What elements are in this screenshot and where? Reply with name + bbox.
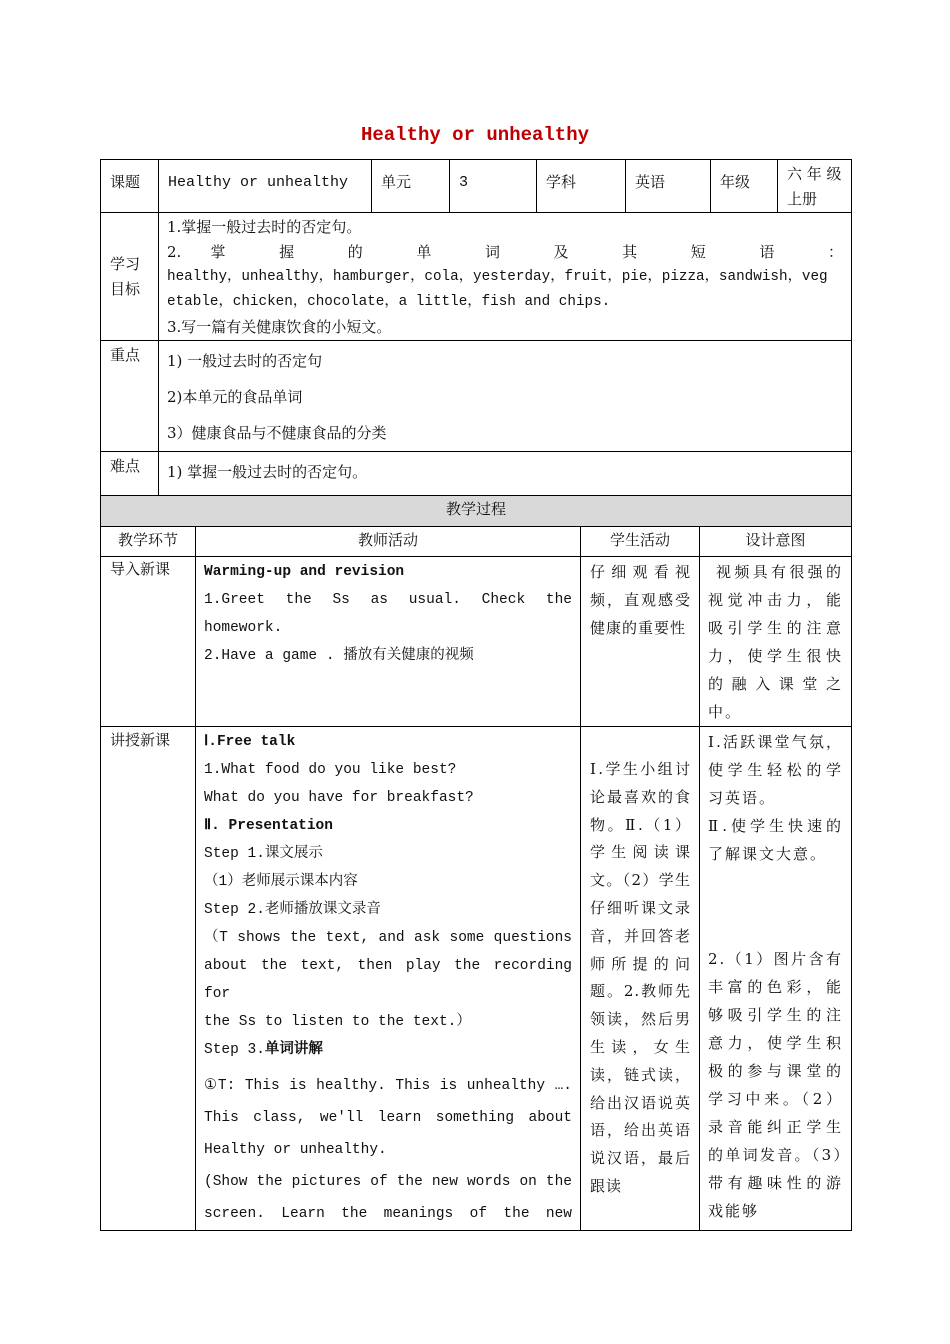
key-points-label-cell: 重点 [101, 341, 159, 452]
subject-value-cell: 英语 [626, 160, 711, 213]
teacher-cell-intro: Warming-up and revision 1.Greet the Ss as usual. Check the homework. 2.Have a game . 播放有关健康的视频 [196, 557, 581, 727]
student-cell-new: Ⅰ.学生小组讨论最喜欢的食物。Ⅱ.（1）学生阅读课文。（2）学生仔细听课文录音，并回答老师所提的问题。2.教师先领读，然后男生读，女生读，链式读，给出汉语说英语，给出英语说汉语，最后跟读 [581, 727, 700, 1231]
topic-label-cell: 课题 [101, 160, 159, 213]
difficulties-label-cell: 难点 [101, 452, 159, 527]
process-heading-cell: 教学过程 [101, 496, 852, 527]
student-cell-intro: 仔细观看视频，直观感受健康的重要性 [581, 557, 700, 727]
col-design-header: 设计意图 [700, 527, 852, 557]
design-cell-new: Ⅰ.活跃课堂气氛，使学生轻松的学习英语。 Ⅱ.使学生快速的了解课文大意。 2.（1）图片含有丰富的色彩，能够吸引学生的注意力，使学生积极的参与课堂的学习中来。（2）录音能纠正学生的单词发音。（3）带有趣味性的游戏能够 [700, 727, 852, 1231]
unit-value-cell: 3 [450, 160, 537, 213]
grade-value-cell: 六 年 级 上册 [778, 160, 852, 213]
topic-value-cell: Healthy or unhealthy [159, 160, 372, 213]
design-cell-intro: 视频具有很强的视觉冲击力，能吸引学生的注意力，使学生很快的融入课堂之中。 [700, 557, 852, 727]
difficulties-content-cell: 1) 掌握一般过去时的否定句。 [159, 452, 852, 527]
stage-cell-intro: 导入新课 [101, 557, 196, 727]
page-title: Healthy or unhealthy [360, 124, 590, 146]
lesson-info-table [100, 159, 852, 527]
col-teacher-header: 教师活动 [196, 527, 581, 557]
teacher-cell-new: Ⅰ.Free talk 1.What food do you like best? What do you have for breakfast? Ⅱ. Presentation Step 1.课文展示 （1）老师展示课本内容 Step 2.老师播放课文录音 （T shows the text, and ask some questions about the text, then play the recording for the Ss to listen to the text.） Step 3.单词讲解 ①T: This is healthy. This is unhealthy …. This class, we'll learn something about Healthy or unhealthy. (Show the pictures of the new words on the screen. Learn the meanings of the new [196, 727, 581, 1231]
objectives-label-cell: 学习目标 [101, 213, 159, 341]
col-stage-header: 教学环节 [101, 527, 196, 557]
key-points-content-cell: 1) 一般过去时的否定句 2)本单元的食品单词 3）健康食品与不健康食品的分类 [159, 341, 852, 452]
stage-cell-new: 讲授新课 [101, 727, 196, 1231]
col-student-header: 学生活动 [581, 527, 700, 557]
subject-label-cell: 学科 [537, 160, 626, 213]
objectives-content-cell: 1.掌握一般过去时的否定句。 2. 掌 握 的 单 词 及 其 短 语 ： healthy，unhealthy，hamburger，cola，yesterday，fruit，pie，pizza，sandwish，veg etable，chicken，chocolate，a little，fish and chips. 3.写一篇有关健康饮食的小短文。 [159, 213, 852, 341]
teaching-process-table [100, 495, 852, 1231]
grade-label-cell: 年级 [711, 160, 778, 213]
unit-label-cell: 单元 [372, 160, 450, 213]
